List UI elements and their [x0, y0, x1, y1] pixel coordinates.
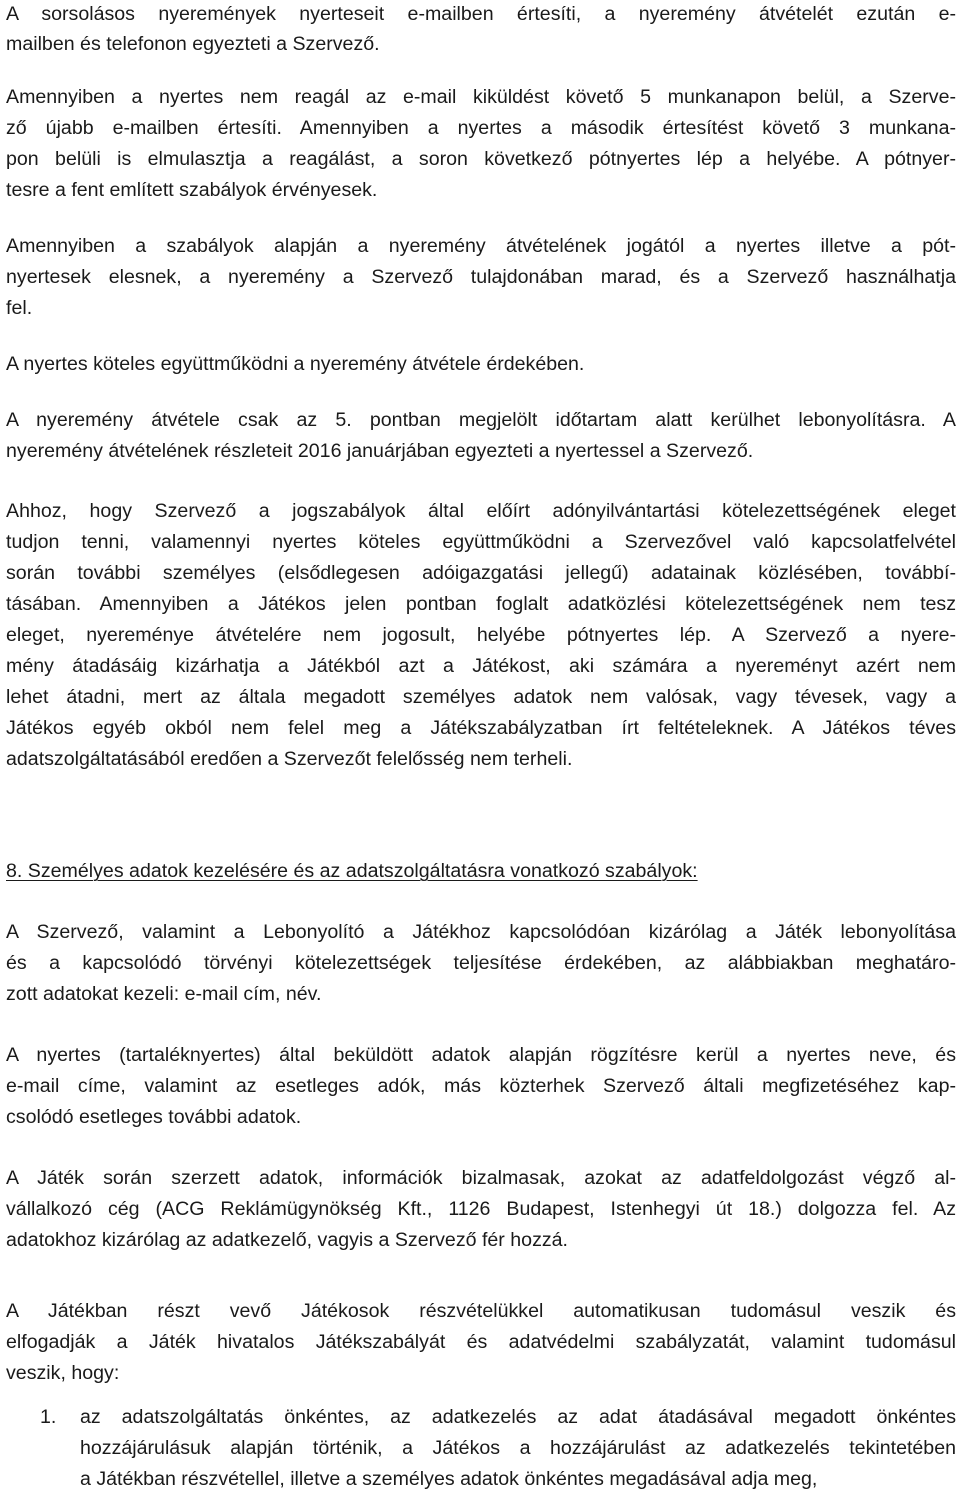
paragraph-line: A sorsolásos nyeremények nyerteseit e-mailben értesíti, a nyeremény átvételét ezután e- [6, 3, 956, 25]
paragraph-line: adatokhoz kizárólag az adatkezelő, vagyis a Szervező fér hozzá. [6, 1229, 568, 1251]
paragraph-line: elfogadják a Játék hivatalos Játékszabályát és adatvédelmi szabályzatát, valamint tudomásul [6, 1331, 956, 1353]
section-heading [6, 856, 956, 887]
paragraph-line: ző újabb e-mailben értesíti. Amennyiben a nyertes a második értesítést követő 3 munkana- [6, 117, 956, 139]
paragraph-line: mailben és telefonon egyezteti a Szervező. [6, 33, 380, 55]
paragraph-line: vállalkozó cég (ACG Reklámügynökség Kft., 1126 Budapest, Istenhegyi út 18.) dolgozza fel. Az [6, 1198, 956, 1220]
paragraph-line: nyertesek elesnek, a nyeremény a Szervező tulajdonában marad, és a Szervező használhatja [6, 266, 956, 288]
paragraph-line: A nyeremény átvétele csak az 5. pontban megjelölt időtartam alatt kerülhet lebonyolításra. A [6, 409, 956, 431]
paragraph-line: tásában. Amennyiben a Játékos jelen pontban foglalt adatközlési kötelezettségének nem tesz [6, 593, 956, 615]
paragraph-line: pon belüli is elmulasztja a reagálást, a soron következő pótnyertes lép a helyébe. A pótnyer- [6, 148, 956, 170]
paragraph-line: veszik, hogy: [6, 1362, 120, 1384]
paragraph-line: tesre a fent említett szabályok érvényesek. [6, 179, 378, 201]
paragraph-line: nyeremény átvételének részleteit 2016 januárjában egyezteti a nyertessel a Szervező. [6, 440, 754, 462]
paragraph-line: csolódó esetleges további adatok. [6, 1106, 302, 1128]
paragraph-line: A Játékban részt vevő Játékosok részvételükkel automatikusan tudomásul veszik és [6, 1300, 956, 1322]
paragraph-line: fel. [6, 297, 33, 319]
paragraph-line: Játékos egyéb okból nem felel meg a Játékszabályzatban írt feltételeknek. A Játékos téves [6, 717, 956, 739]
paragraph-line: A Szervező, valamint a Lebonyolító a Játékhoz kapcsolódóan kizárólag a Játék lebonyolítása [6, 921, 956, 943]
list-item-line: a Játékban részvétellel, illetve a személyes adatok önkéntes megadásával adja meg, [80, 1468, 818, 1490]
paragraph-line: A Játék során szerzett adatok, információk bizalmasak, azokat az adatfeldolgozást végző al- [6, 1167, 956, 1189]
paragraph-line: adatszolgáltatásából eredően a Szervezőt felelősség nem terheli. [6, 748, 573, 770]
list-item-line: hozzájárulásuk alapján történik, a Játékos a hozzájárulást az adatkezelés tekintetében [80, 1437, 956, 1459]
paragraph-line: eleget, nyereménye átvételére nem jogosult, helyébe pótnyertes lép. A Szervező a nyere- [6, 624, 956, 646]
paragraph-line: Amennyiben a nyertes nem reagál az e-mail kiküldést követő 5 munkanapon belül, a Szerve- [6, 86, 956, 108]
paragraph-line: A nyertes köteles együttműködni a nyeremény átvétele érdekében. [6, 353, 585, 375]
paragraph-line: lehet átadni, mert az általa megadott személyes adatok nem valósak, vagy tévesek, vagy a [6, 686, 956, 708]
section-heading-text: 8. Személyes adatok kezelésére és az adatszolgáltatásra vonatkozó szabályok: [6, 860, 698, 882]
paragraph-line: során további személyes (elsődlegesen adóigazgatási jellegű) adatainak közlésében, továbbí- [6, 562, 956, 584]
paragraph-line: tudjon tenni, valamennyi nyertes köteles együttműködni a Szervezővel való kapcsolatfelvétel [6, 531, 956, 553]
paragraph-line: zott adatokat kezeli: e-mail cím, név. [6, 983, 322, 1005]
paragraph-line: mény átadásáig kizárhatja a Játékból azt a Játékost, aki számára a nyereményt azért nem [6, 655, 956, 677]
list-item-number: 1. [40, 1406, 57, 1428]
paragraph-line: Ahhoz, hogy Szervező a jogszabályok által előírt adónyilvántartási kötelezettségének eleget [6, 500, 956, 522]
list-item-line: az adatszolgáltatás önkéntes, az adatkezelés az adat átadásával megadott önkéntes [80, 1406, 956, 1428]
paragraph-line: és a kapcsolódó törvényi kötelezettségek teljesítése érdekében, az alábbiakban meghatáro- [6, 952, 956, 974]
paragraph-line: Amennyiben a szabályok alapján a nyeremény átvételének jogától a nyertes illetve a pót- [6, 235, 956, 257]
paragraph-line: A nyertes (tartaléknyertes) által beküldött adatok alapján rögzítésre kerül a nyertes neve, és [6, 1044, 956, 1066]
paragraph-line: e-mail címe, valamint az esetleges adók, más közterhek Szervező általi megfizetéséhez kap- [6, 1075, 956, 1097]
